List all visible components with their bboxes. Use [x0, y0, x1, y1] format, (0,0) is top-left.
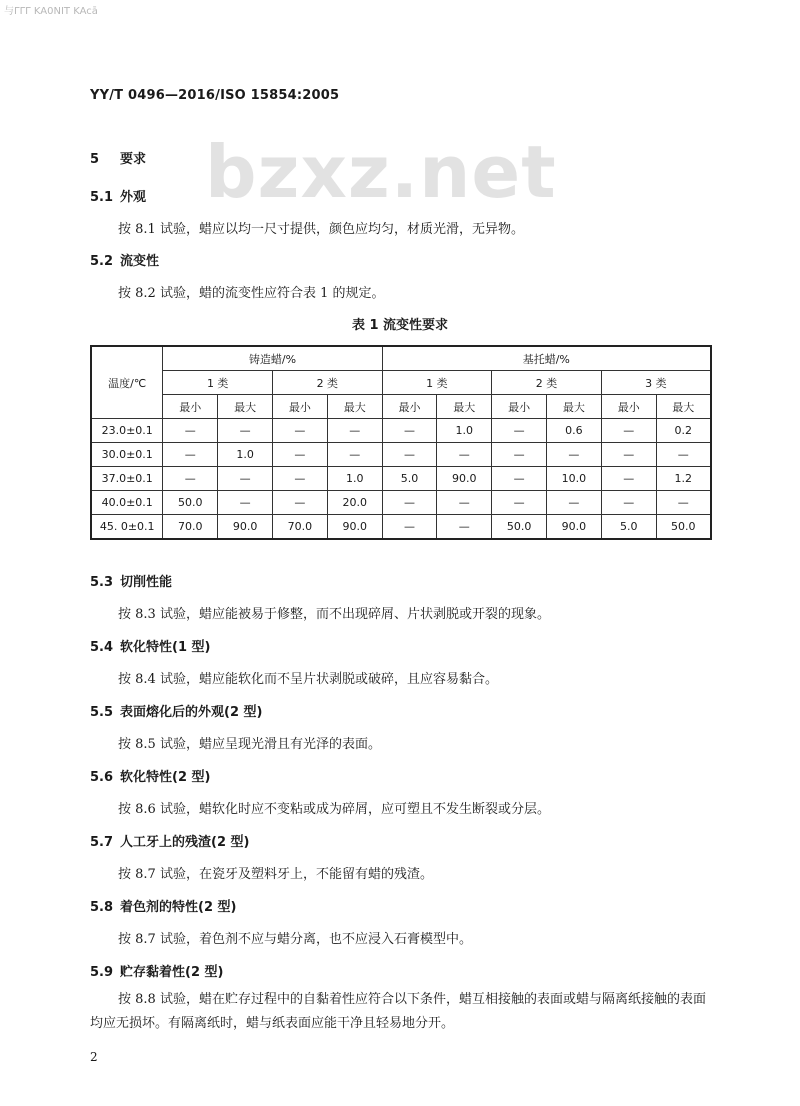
min-header: 最小 [492, 395, 547, 419]
max-header: 最大 [656, 395, 711, 419]
flow-value-cell: 1.0 [437, 419, 492, 443]
section-5-2-text: 按 8.2 试验，蜡的流变性应符合表 1 的规定。 [118, 286, 385, 301]
flow-value-cell: 70.0 [273, 515, 328, 540]
flow-value-cell: — [656, 491, 711, 515]
section-5-4-heading: 5.4 软化特性(1 型) [90, 640, 211, 655]
flow-value-cell: 0.6 [547, 419, 602, 443]
table-row [91, 443, 711, 467]
table-row [91, 491, 711, 515]
table-row [91, 419, 711, 443]
flow-value-cell: — [273, 443, 328, 467]
section-5-8-heading: 5.8 着色剂的特性(2 型) [90, 900, 237, 915]
flow-value-cell: — [492, 443, 547, 467]
section-5-heading: 5 要求 [90, 152, 147, 167]
flow-value-cell: 1.0 [327, 467, 382, 491]
flow-value-cell: — [547, 491, 602, 515]
temperature-cell: 37.0±0.1 [91, 467, 163, 491]
min-header: 最小 [601, 395, 656, 419]
flow-value-cell: — [601, 443, 656, 467]
flow-value-cell: — [601, 491, 656, 515]
section-5-8-text: 按 8.7 试验，着色剂不应与蜡分离，也不应浸入石膏模型中。 [118, 932, 472, 947]
flow-value-cell: — [437, 443, 492, 467]
flow-value-cell: 50.0 [656, 515, 711, 540]
flow-value-cell: — [327, 443, 382, 467]
section-5-7-text: 按 8.7 试验，在瓷牙及塑料牙上，不能留有蜡的残渣。 [118, 867, 433, 882]
flow-value-cell: — [601, 419, 656, 443]
flow-value-cell: 70.0 [163, 515, 218, 540]
flow-value-cell: — [547, 443, 602, 467]
table-row [91, 515, 711, 540]
flow-value-cell: — [163, 419, 218, 443]
flow-value-cell: — [601, 467, 656, 491]
flow-value-cell: — [163, 467, 218, 491]
flow-value-cell: — [437, 515, 492, 540]
section-5-2-heading: 5.2 流变性 [90, 254, 160, 269]
flow-value-cell: — [218, 491, 273, 515]
cast-class2: 2 类 [273, 371, 383, 395]
flow-value-cell: — [218, 467, 273, 491]
section-5-1-text: 按 8.1 试验，蜡应以均一尺寸提供，颜色应均匀，材质光滑，无异物。 [118, 222, 524, 237]
flow-value-cell: — [327, 419, 382, 443]
temp-header: 温度/℃ [91, 346, 163, 419]
flow-value-cell: — [273, 491, 328, 515]
page-number: 2 [90, 1050, 98, 1064]
flow-value-cell: 1.2 [656, 467, 711, 491]
flow-value-cell: 90.0 [218, 515, 273, 540]
flow-value-cell: 5.0 [382, 467, 437, 491]
flow-value-cell: — [492, 419, 547, 443]
section-5-5-heading: 5.5 表面熔化后的外观(2 型) [90, 705, 263, 720]
min-header: 最小 [163, 395, 218, 419]
section-5-6-heading: 5.6 软化特性(2 型) [90, 770, 211, 785]
flow-value-cell: — [382, 443, 437, 467]
flow-value-cell: 10.0 [547, 467, 602, 491]
base-wax-header: 基托蜡/% [382, 346, 711, 371]
section-5-3-text: 按 8.3 试验，蜡应能被易于修整，而不出现碎屑、片状剥脱或开裂的现象。 [118, 607, 550, 622]
section-5-6-text: 按 8.6 试验，蜡软化时应不变粘或成为碎屑，应可塑且不发生断裂或分层。 [118, 802, 550, 817]
max-header: 最大 [437, 395, 492, 419]
max-header: 最大 [218, 395, 273, 419]
flow-value-cell: — [163, 443, 218, 467]
temperature-cell: 45. 0±0.1 [91, 515, 163, 540]
flow-value-cell: — [273, 419, 328, 443]
section-5-9-heading: 5.9 贮存黏着性(2 型) [90, 965, 224, 980]
flow-value-cell: 50.0 [492, 515, 547, 540]
flow-value-cell: 20.0 [327, 491, 382, 515]
flow-value-cell: 5.0 [601, 515, 656, 540]
flow-value-cell: — [273, 467, 328, 491]
flow-value-cell: 1.0 [218, 443, 273, 467]
scan-header-mark: 与ΓΓΓ KA0NIT KAcā [4, 6, 98, 17]
section-5-5-text: 按 8.5 试验，蜡应呈现光滑且有光泽的表面。 [118, 737, 381, 752]
flow-value-cell: — [656, 443, 711, 467]
flow-value-cell: — [437, 491, 492, 515]
min-header: 最小 [382, 395, 437, 419]
max-header: 最大 [547, 395, 602, 419]
section-5-3-heading: 5.3 切削性能 [90, 575, 173, 590]
flow-value-cell: — [218, 419, 273, 443]
cast-class1: 1 类 [163, 371, 273, 395]
flow-value-cell: — [492, 467, 547, 491]
section-5-1-heading: 5.1 外观 [90, 190, 147, 205]
flow-value-cell: — [492, 491, 547, 515]
max-header: 最大 [327, 395, 382, 419]
table-row [91, 467, 711, 491]
flow-value-cell: — [382, 419, 437, 443]
flow-value-cell: 90.0 [327, 515, 382, 540]
flow-value-cell: 90.0 [547, 515, 602, 540]
flow-value-cell: 50.0 [163, 491, 218, 515]
temperature-cell: 23.0±0.1 [91, 419, 163, 443]
temperature-cell: 30.0±0.1 [91, 443, 163, 467]
section-5-7-heading: 5.7 人工牙上的残渣(2 型) [90, 835, 250, 850]
document-header: YY/T 0496—2016/ISO 15854:2005 [90, 88, 340, 103]
min-header: 最小 [273, 395, 328, 419]
base-class3: 3 类 [601, 371, 711, 395]
flow-value-cell: 90.0 [437, 467, 492, 491]
cast-wax-header: 铸造蜡/% [163, 346, 382, 371]
flow-value-cell: — [382, 515, 437, 540]
section-5-4-text: 按 8.4 试验，蜡应能软化而不呈片状剥脱或破碎，且应容易黏合。 [118, 672, 498, 687]
table-caption: 表 1 流变性要求 [351, 318, 449, 333]
temperature-cell: 40.0±0.1 [91, 491, 163, 515]
base-class2: 2 类 [492, 371, 602, 395]
watermark: bzxz.net [205, 130, 557, 214]
flow-value-cell: 0.2 [656, 419, 711, 443]
flow-value-cell: — [382, 491, 437, 515]
section-5-9-text: 按 8.8 试验，蜡在贮存过程中的自黏着性应符合以下条件，蜡互相接触的表面或蜡与隔离纸接触的表面均应无损坏。有隔离纸时，蜡与纸表面应能干净且轻易地分开。 [90, 992, 706, 1031]
rheology-table [90, 345, 712, 540]
base-class1: 1 类 [382, 371, 492, 395]
